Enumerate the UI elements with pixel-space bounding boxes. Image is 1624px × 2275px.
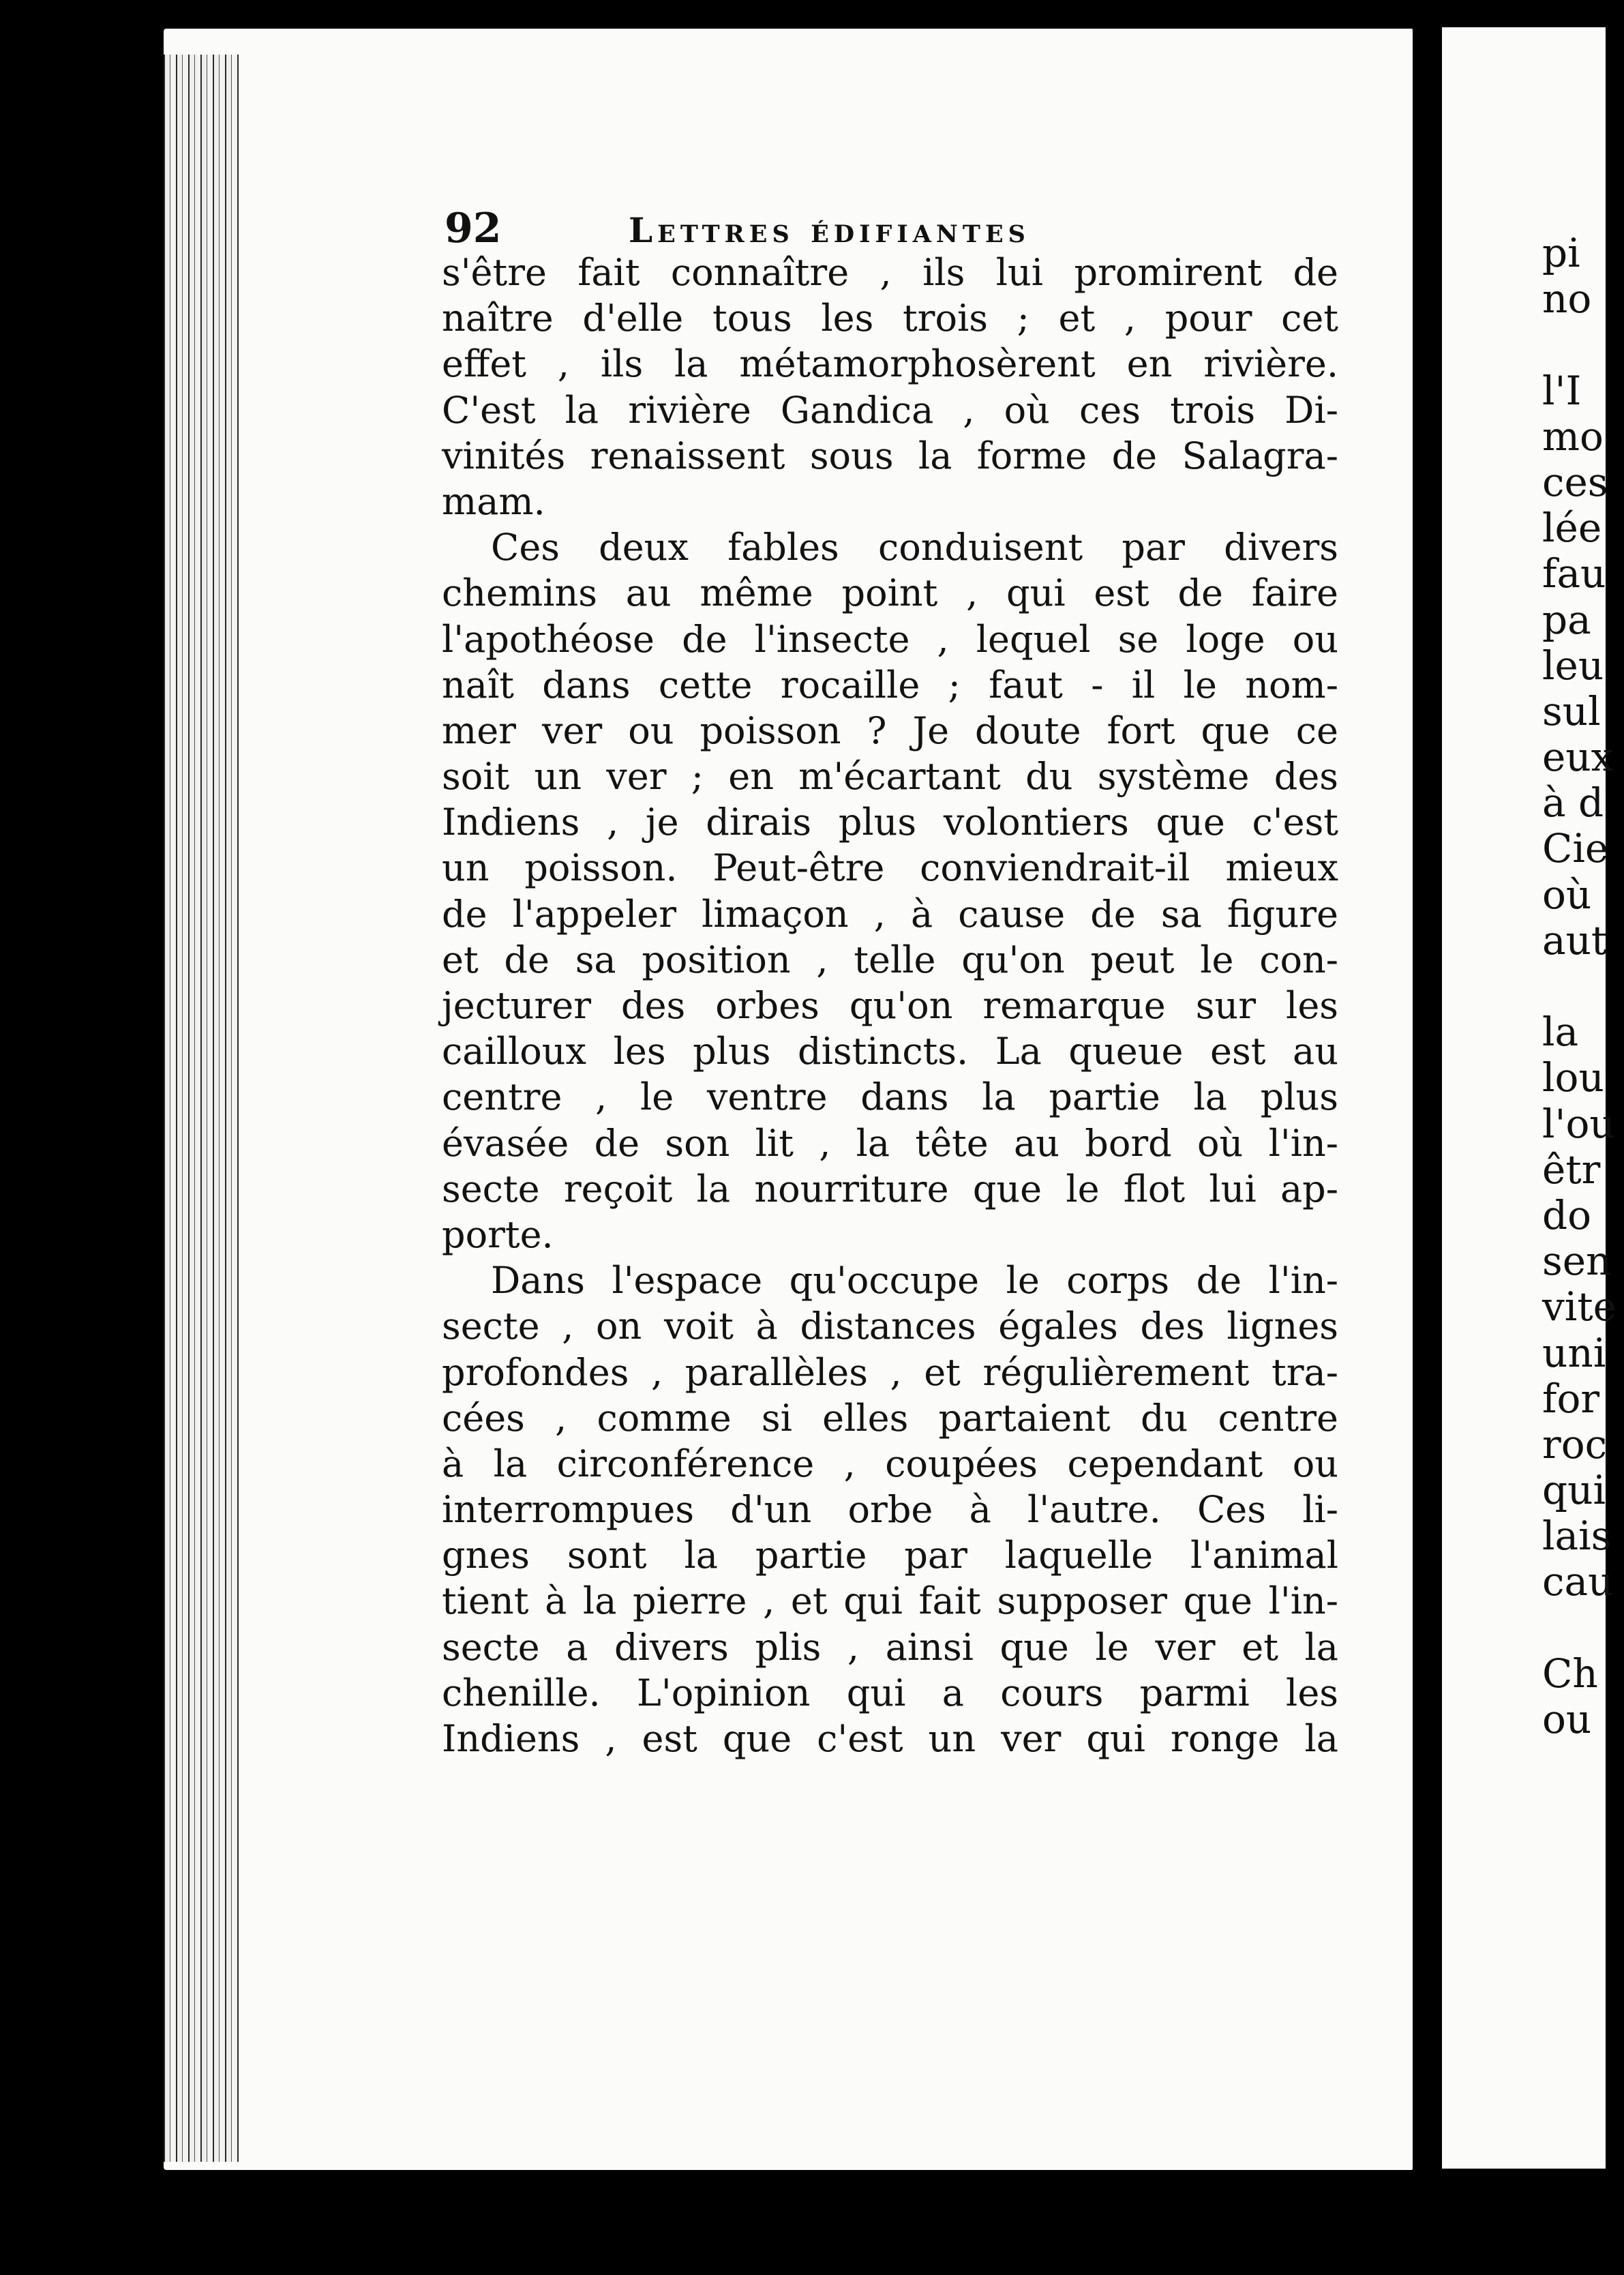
text-line: soit un ver ; en m'écartant du système des xyxy=(442,755,1338,799)
text-line: secte a divers plis , ainsi que le ver et la xyxy=(442,1625,1338,1669)
right-page-fragment: Cie xyxy=(1542,825,1609,872)
right-page-fragment: lais xyxy=(1542,1513,1612,1560)
right-page-fragment xyxy=(1542,1605,1624,1651)
right-page-fragment: for xyxy=(1542,1375,1600,1422)
text-line: gnes sont la partie par laquelle l'animal xyxy=(442,1534,1338,1577)
right-page-fragment: fau xyxy=(1542,550,1606,597)
right-page-fragment: roc xyxy=(1542,1421,1608,1468)
right-page-fragment: qui xyxy=(1542,1467,1606,1514)
text-line: secte reçoit la nourriture que le flot lui ap- xyxy=(442,1167,1338,1210)
text-line: s'être fait connaître , ils lui promirent de xyxy=(442,251,1338,294)
text-line: évasée de son lit , la tête au bord où l'in- xyxy=(442,1121,1338,1165)
right-page-fragment: la xyxy=(1542,1009,1579,1056)
page-edges xyxy=(164,55,239,2162)
right-page-fragment: l'I xyxy=(1542,367,1582,414)
right-page-fragment: sul xyxy=(1542,687,1601,734)
text-line: Indiens , je dirais plus volontiers que c'est xyxy=(442,801,1338,844)
right-page-fragment: uni xyxy=(1542,1329,1606,1376)
right-page-fragment: ces xyxy=(1542,458,1608,505)
right-page-fragment: do xyxy=(1542,1191,1592,1238)
text-line: centre , le ventre dans la partie la plus xyxy=(442,1075,1338,1119)
text-line: effet , ils la métamorphosèrent en rivière. xyxy=(442,342,1338,386)
text-line: naître d'elle tous les trois ; et , pour cet xyxy=(442,297,1338,340)
text-line: Ces deux fables conduisent par divers xyxy=(491,526,1338,569)
right-page-text xyxy=(1542,231,1624,1742)
running-title: Lettres édifiantes xyxy=(629,210,1030,250)
right-page-fragment: eux xyxy=(1542,734,1614,781)
right-page-fragment: pa xyxy=(1542,596,1591,643)
text-line: chenille. L'opinion qui a cours parmi les xyxy=(442,1671,1338,1714)
right-page-fragment: sen xyxy=(1542,1238,1612,1285)
right-page-fragment: pi xyxy=(1542,230,1580,276)
text-line: vinités renaissent sous la forme de Salagra- xyxy=(442,434,1338,477)
text-line: à la circonférence , coupées cependant ou xyxy=(442,1442,1338,1485)
right-page-fragment: où xyxy=(1542,871,1592,918)
right-page-fragment xyxy=(1542,964,1624,1009)
text-line: mer ver ou poisson ? Je doute fort que ce xyxy=(442,709,1338,752)
text-line: C'est la rivière Gandica , où ces trois Di- xyxy=(442,388,1338,432)
text-line: porte. xyxy=(442,1213,554,1256)
body-text xyxy=(442,250,1338,1761)
right-page-fragment: mo xyxy=(1542,413,1604,460)
text-line: cées , comme si elles partaient du centre xyxy=(442,1396,1338,1440)
text-line: cailloux les plus distincts. La queue est au xyxy=(442,1030,1338,1073)
right-page-fragment: lou xyxy=(1542,1054,1604,1101)
right-page-fragment: no xyxy=(1542,276,1592,323)
right-page-fragment: êtr xyxy=(1542,1146,1601,1193)
page-number: 92 xyxy=(445,205,502,252)
right-page-fragment: cau xyxy=(1542,1558,1614,1605)
right-page-fragment: ou xyxy=(1542,1696,1592,1742)
right-page-fragment: Ch xyxy=(1542,1650,1598,1697)
text-line: Dans l'espace qu'occupe le corps de l'in- xyxy=(491,1259,1338,1303)
text-line: secte , on voit à distances égales des lignes xyxy=(442,1305,1338,1348)
right-page-fragment xyxy=(1542,322,1624,368)
text-line: Indiens , est que c'est un ver qui ronge la xyxy=(442,1717,1338,1760)
text-line: jecturer des orbes qu'on remarque sur les xyxy=(442,984,1338,1027)
text-line: et de sa position , telle qu'on peut le con- xyxy=(442,938,1338,981)
text-line: mam. xyxy=(442,479,545,523)
text-line: interrompues d'un orbe à l'autre. Ces li- xyxy=(442,1488,1338,1532)
right-page-fragment: à d xyxy=(1542,779,1604,827)
text-line: de l'appeler limaçon , à cause de sa figure xyxy=(442,892,1338,936)
right-page-fragment: vite xyxy=(1542,1283,1617,1330)
right-page-fragment: leu xyxy=(1542,642,1604,689)
text-line: profondes , parallèles , et régulièrement tra- xyxy=(442,1350,1338,1394)
text-line: l'apothéose de l'insecte , lequel se loge ou xyxy=(442,617,1338,661)
running-head xyxy=(445,205,1331,254)
text-line: un poisson. Peut-être conviendrait-il mieux xyxy=(442,846,1338,890)
text-line: chemins au même point , qui est de faire xyxy=(442,571,1338,615)
text-line: tient à la pierre , et qui fait supposer que l'in- xyxy=(442,1579,1338,1623)
text-line: naît dans cette rocaille ; faut - il le nom- xyxy=(442,663,1338,707)
right-page-fragment: l'ou xyxy=(1542,1100,1615,1147)
right-page-fragment: lée xyxy=(1542,505,1602,552)
right-page-fragment: aut xyxy=(1542,917,1608,964)
